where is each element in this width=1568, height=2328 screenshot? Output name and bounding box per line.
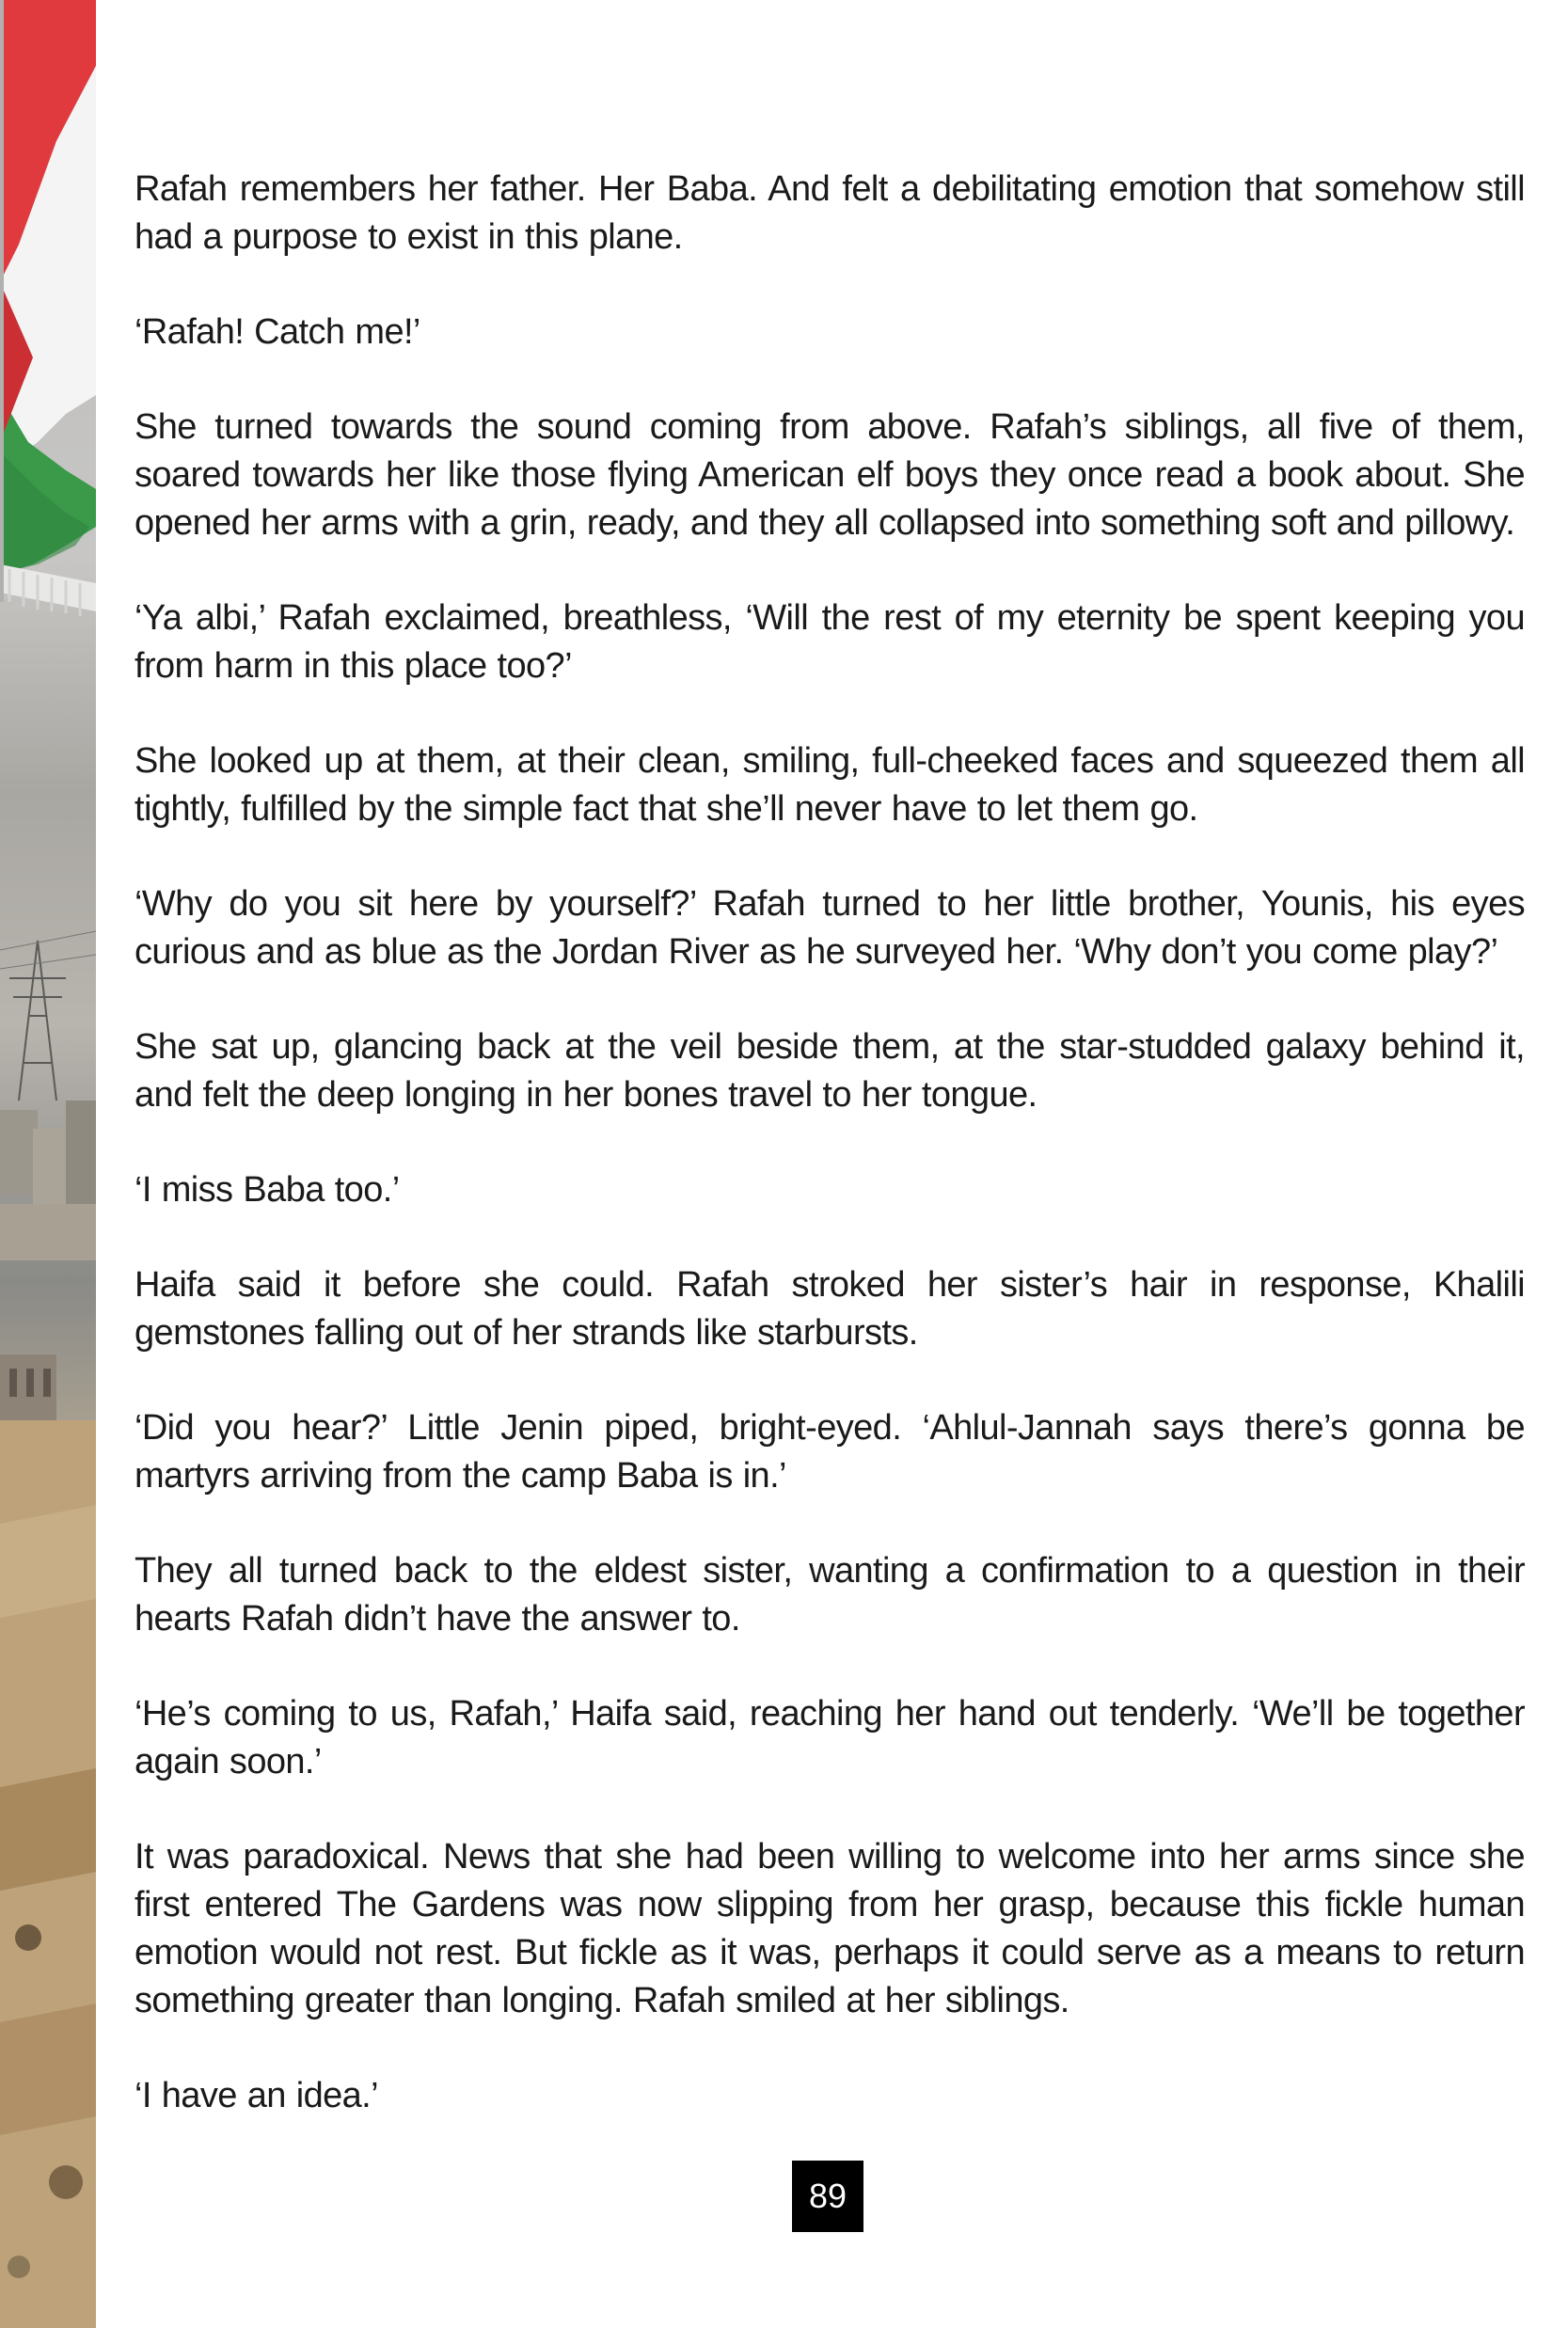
paragraph-2: ‘Rafah! Catch me!’ bbox=[135, 312, 420, 352]
side-photo bbox=[0, 0, 96, 2328]
paragraph-9: Haifa said it before she could. Rafah stroked her sister’s hair in response, Khalili gemstones falling out of her strands like starbursts. bbox=[135, 1265, 1525, 1353]
paragraph-3: She turned towards the sound coming from above. Rafah’s siblings, all five of them, soared towards her like those flying American elf boys they once read a book about. She opened her arms with a grin, ready, and they all collapsed into something soft and pillowy. bbox=[135, 407, 1525, 543]
paragraph-8: ‘I miss Baba too.’ bbox=[135, 1170, 400, 1210]
paragraph-4: ‘Ya albi,’ Rafah exclaimed, breathless, ‘Will the rest of my eternity be spent keeping you from harm in this place too?’ bbox=[135, 598, 1525, 686]
paragraph-6: ‘Why do you sit here by yourself?’ Rafah turned to her little brother, Younis, his eyes curious and as blue as the Jordan River as he surveyed her. ‘Why don’t you come play?’ bbox=[135, 884, 1525, 972]
palestinian-flag-icon bbox=[0, 0, 96, 616]
paragraph-13: It was paradoxical. News that she had been willing to welcome into her arms since she first entered The Gardens was now slipping from her grasp, because this fickle human emotion would not rest. But fickle as it was, perhaps it could serve as a means to return something greater than longing. Rafah smiled at her siblings. bbox=[135, 1837, 1525, 2020]
power-pylon-icon bbox=[0, 931, 96, 1101]
desert-ground-icon bbox=[0, 1420, 96, 2328]
page-number: 89 bbox=[792, 2161, 863, 2232]
side-photo-strip bbox=[0, 0, 96, 2328]
paragraph-7: She sat up, glancing back at the veil beside them, at the star-studded galaxy behind it, and felt the deep longing in her bones travel to her tongue. bbox=[135, 1027, 1525, 1115]
buildings-icon bbox=[0, 1101, 96, 1420]
paragraph-1: Rafah remembers her father. Her Baba. And felt a debilitating emotion that somehow still had a purpose to exist in this plane. bbox=[135, 169, 1525, 257]
page-body bbox=[135, 166, 1525, 2167]
paragraph-11: They all turned back to the eldest sister, wanting a confirmation to a question in their hearts Rafah didn’t have the answer to. bbox=[135, 1551, 1525, 1639]
paragraph-5: She looked up at them, at their clean, smiling, full-cheeked faces and squeezed them all tightly, fulfilled by the simple fact that she’ll never have to let them go. bbox=[135, 741, 1525, 829]
paragraph-12: ‘He’s coming to us, Rafah,’ Haifa said, reaching her hand out tenderly. ‘We’ll be together again soon.’ bbox=[135, 1694, 1525, 1782]
paragraph-10: ‘Did you hear?’ Little Jenin piped, bright-eyed. ‘Ahlul-Jannah says there’s gonna be martyrs arriving from the camp Baba is in.’ bbox=[135, 1408, 1525, 1496]
paragraph-14: ‘I have an idea.’ bbox=[135, 2076, 378, 2115]
